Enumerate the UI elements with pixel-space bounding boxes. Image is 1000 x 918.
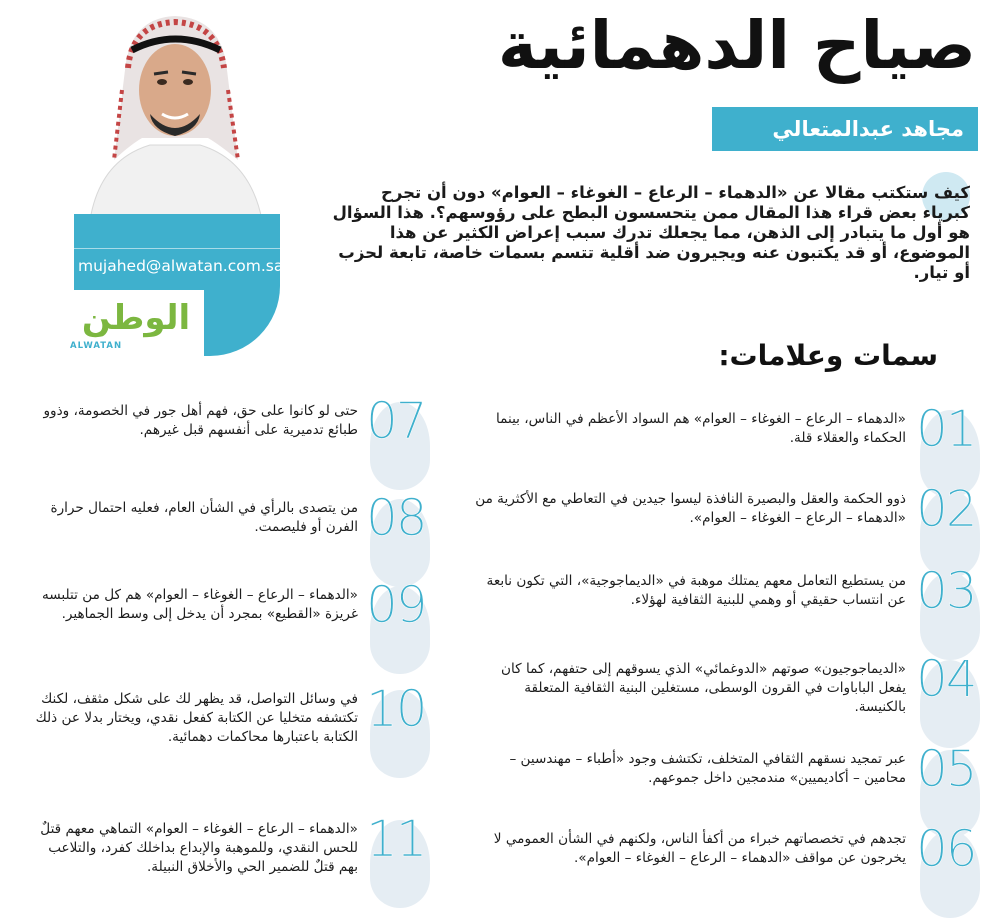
- item-text: في وسائل التواصل، قد يظهر لك على شكل مثقف، لكنك تكتشفه متخليا عن الكتابة كفعل نقدي، ويختار بدلا عن ذلك الكتابة باعتبارها محاكمات دهمائية.: [35, 691, 358, 745]
- item-text: من يستطيع التعامل معهم يمتلك موهبة في «الديماجوجية»، التي تكون نابعة عن انتساب حقيقي أو وهمي للبنية الثقافية لهؤلاء.: [486, 573, 906, 608]
- item-text: «الدهماء – الرعاع – الغوغاء – العوام» التماهي معهم قتلٌ للحس النقدي، وللموهبة والإبداع بداخلك كفرد، والتلاعب بهم قتلٌ للضمير الحي والأخلاق النبيلة.: [40, 821, 358, 875]
- item-number: 05: [916, 740, 976, 798]
- item-number: 03: [916, 562, 976, 620]
- item-text: حتى لو كانوا على حق، فهم أهل جور في الخصومة، وذوو طبائع تدميرية على أنفسهم قبل غيرهم.: [43, 403, 358, 438]
- item-text: عبر تمجيد نسقهم الثقافي المتخلف، تكتشف وجود «أطباء – مهندسين – محامين – أكاديميين» مندمجين داخل جموعهم.: [509, 751, 906, 786]
- item-text: من يتصدى بالرأي في الشأن العام، فعليه احتمال حرارة الفرن أو فليصمت.: [50, 500, 358, 535]
- item-number: 04: [916, 650, 976, 708]
- item-text: «الدهماء – الرعاع – الغوغاء – العوام» هم السواد الأعظم في الناس، بينما الحكماء والعقلاء قلة.: [495, 411, 906, 446]
- item-number: 02: [916, 480, 976, 538]
- item-number: 11: [366, 810, 426, 868]
- author-email: mujahed@alwatan.com.sa: [78, 257, 284, 275]
- item-number: 07: [366, 392, 426, 450]
- item-text: تجدهم في تخصصاتهم خبراء من أكفأ الناس، ولكنهم في الشأن العمومي لا يخرجون عن مواقف «الدهماء – الرعاع – الغوغاء – العوام».: [493, 831, 906, 866]
- item-number: 01: [916, 400, 976, 458]
- item-text: «الدهماء – الرعاع – الغوغاء – العوام» هم كل من تتلبسه غريزة «القطيع» بمجرد أن يدخل إلى وسط الجماهير.: [42, 587, 358, 622]
- item-number: 06: [916, 820, 976, 878]
- item-number: 08: [366, 489, 426, 547]
- alwatan-logo: الوطن: [81, 298, 191, 338]
- item-number: 10: [366, 680, 426, 738]
- divider: [74, 248, 280, 249]
- author-photo: [70, 10, 280, 220]
- item-number: 09: [366, 576, 426, 634]
- alwatan-logo-latin: ALWATAN: [70, 341, 123, 351]
- author-name: مجاهد عبدالمتعالي: [712, 107, 978, 151]
- article-title: صياح الدهمائية: [497, 7, 976, 84]
- item-text: ذوو الحكمة والعقل والبصيرة النافذة ليسوا جيدين في التعاطي مع الأكثرية من «الدهماء – الرعاع – الغوغاء – العوام».: [475, 491, 906, 526]
- item-text: «الديماجوجيون» صوتهم «الدوغمائي» الذي يسوقهم إلى حتفهم، كما كان يفعل الباباوات في القرون الوسطى، مستغلين البنية الثقافية المتعلقة بالكنيسة.: [501, 661, 906, 715]
- intro-paragraph: كيف ستكتب مقالا عن «الدهماء – الرعاع – الغوغاء – العوام» دون أن تجرح كبرياء بعض قراء هذا المقال ممن يتحسسون البطح على رؤوسهم؟. هذا السؤال هو أول ما يتبادر إلى الذهن، مما يجعلك تدرك سبب إعراض الكثير عن هذا الموضوع، أو قد يكتبون عنه ويجيرون ضد أقلية تتسم بسمات خاصة، تابعة لحزب أو تيار.: [332, 183, 970, 282]
- section-title: سمات وعلامات:: [718, 339, 938, 372]
